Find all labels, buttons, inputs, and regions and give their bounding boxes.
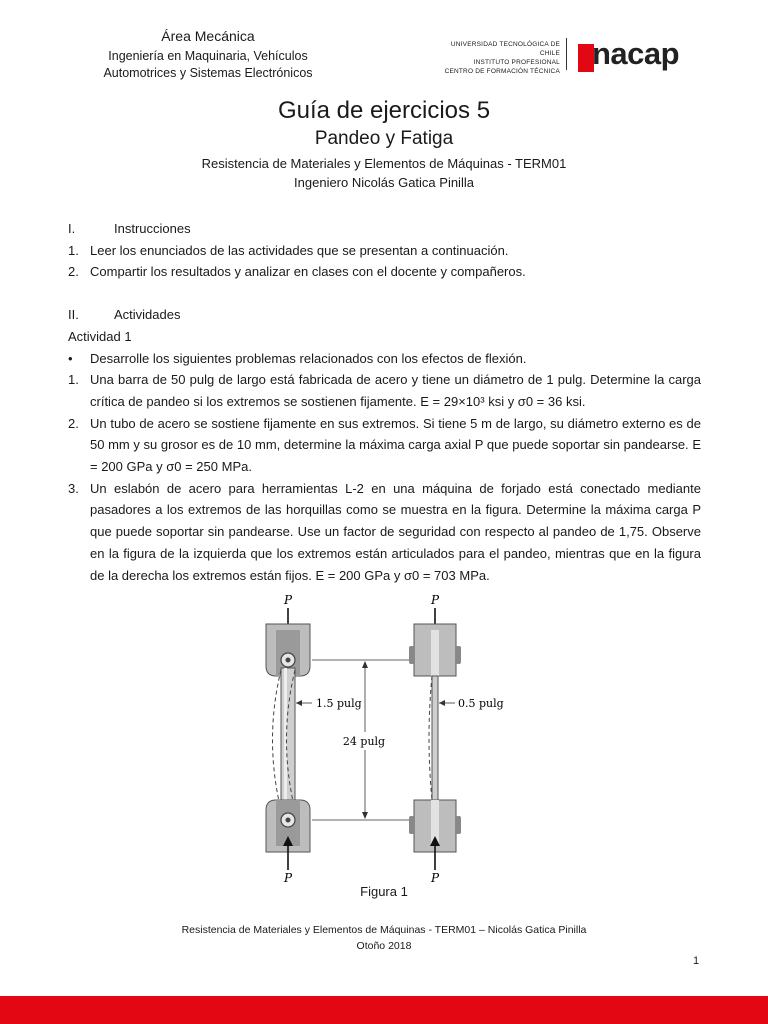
page-subtitle: Pandeo y Fatiga bbox=[314, 128, 454, 149]
inacap-logo-text: nacap bbox=[592, 36, 680, 71]
page-title: Guía de ejercicios 5 bbox=[277, 97, 491, 124]
width-label-left: 1.5 pulg bbox=[316, 697, 362, 710]
section-instructions-heading bbox=[68, 218, 701, 240]
institution-line-2: INSTITUTO PROFESIONAL bbox=[473, 59, 560, 66]
list-item bbox=[68, 240, 701, 262]
problem-item bbox=[68, 478, 701, 587]
footer-line-2: Otoño 2018 bbox=[356, 940, 412, 952]
institution-line-3: CENTRO DE FORMACIÓN TÉCNICA bbox=[444, 68, 560, 75]
area-label: Área Mecánica bbox=[161, 28, 255, 44]
title-block bbox=[0, 96, 768, 192]
problem-given-values: E = 200 GPa y σ0 = 703 MPa. bbox=[315, 567, 490, 583]
problem-text bbox=[90, 369, 701, 412]
footer-line-1: Resistencia de Materiales y Elementos de Máquinas - TERM01 – Nicolás Gatica Pinilla bbox=[181, 924, 587, 936]
section-heading: Actividades bbox=[114, 307, 181, 323]
list-item-number: 1. bbox=[68, 242, 79, 258]
problem-statement: Una barra de 50 pulg de largo está fabricada de acero y tiene un diámetro de 1 pulg. Determine la carga crítica de pandeo si los extremos se sostienen fijamente. bbox=[90, 372, 701, 409]
load-label-bottom-left: P bbox=[283, 871, 293, 885]
logo-divider bbox=[566, 38, 567, 70]
load-label-top-right: P bbox=[430, 593, 440, 607]
institution-text bbox=[432, 40, 560, 76]
problem-number: 1. bbox=[68, 372, 79, 388]
load-label-top-left: P bbox=[283, 593, 293, 607]
problem-text bbox=[90, 413, 701, 478]
bullet-item bbox=[68, 348, 701, 370]
column-buckling-figure bbox=[250, 590, 520, 886]
link-bar-right bbox=[432, 676, 438, 800]
section-number: II. bbox=[68, 307, 79, 323]
section-activities-heading bbox=[68, 304, 701, 326]
activity-label: Actividad 1 bbox=[68, 328, 132, 344]
length-dimension bbox=[312, 660, 418, 820]
length-label: 24 pulg bbox=[342, 735, 386, 748]
program-line-2: Automotrices y Sistemas Electrónicos bbox=[103, 66, 313, 80]
bullet-text: Desarrolle los siguientes problemas relacionados con los efectos de flexión. bbox=[90, 350, 527, 366]
load-label-bottom-right: P bbox=[430, 871, 440, 885]
figure-caption: Figura 1 bbox=[360, 884, 408, 899]
list-item-number: 2. bbox=[68, 264, 79, 280]
course-name: Resistencia de Materiales y Elementos de Máquinas - TERM01 bbox=[201, 156, 567, 171]
problem-number: 3. bbox=[68, 480, 79, 496]
program-line-1: Ingeniería en Maquinaria, Vehículos bbox=[108, 49, 308, 63]
header-program-block bbox=[90, 28, 326, 82]
list-item-text: Compartir los resultados y analizar en clases con el docente y compañeros. bbox=[90, 264, 526, 280]
page-footer bbox=[0, 922, 768, 954]
problem-number: 2. bbox=[68, 415, 79, 431]
fixed-link-drawing bbox=[409, 593, 504, 885]
list-item bbox=[68, 261, 701, 283]
section-heading: Instrucciones bbox=[114, 221, 191, 236]
problem-item bbox=[68, 413, 701, 478]
problem-item bbox=[68, 369, 701, 412]
problem-text bbox=[90, 478, 701, 587]
link-bar-left bbox=[281, 668, 295, 810]
document-body bbox=[68, 218, 701, 586]
section-number: I. bbox=[68, 221, 76, 236]
author-name: Ingeniero Nicolás Gatica Pinilla bbox=[294, 175, 474, 190]
problem-given-values: E = 29×10³ ksi y σ0 = 36 ksi. bbox=[420, 393, 586, 409]
problem-given-values: E = 200 GPa y σ0 = 250 MPa. bbox=[90, 437, 701, 475]
institution-logo-block bbox=[432, 38, 704, 78]
institution-line-1: UNIVERSIDAD TECNOLÓGICA DE CHILE bbox=[450, 41, 560, 57]
problem-statement: Un tubo de acero se sostiene fijamente en sus extremos. Si tiene 5 m de largo, su diámetro externo es de 50 mm y su grosor es de 10 mm, determine la máxima carga axial P que puede soportar sin pandearse. bbox=[90, 415, 701, 453]
footer-red-bar bbox=[0, 996, 768, 1024]
list-item-text: Leer los enunciados de las actividades que se presentan a continuación. bbox=[90, 242, 509, 258]
page-number: 1 bbox=[693, 955, 700, 967]
bullet-icon: • bbox=[68, 350, 73, 366]
buckled-shape-left bbox=[273, 670, 282, 810]
problem-statement: Un eslabón de acero para herramientas L-2 en una máquina de forjado está conectado mediante pasadores a los extremos de las horquillas como se muestra en la figura. Determine la máxima carga P que puede soportar sin pandearse. Use un factor de seguridad con respecto al pandeo de 1,75. Observe en la figura de la izquierda que los extremos están articulados para el pandeo, mientras que en la figura de la derecha los extremos están fijos. bbox=[90, 480, 701, 583]
width-label-right: 0.5 pulg bbox=[458, 697, 504, 710]
